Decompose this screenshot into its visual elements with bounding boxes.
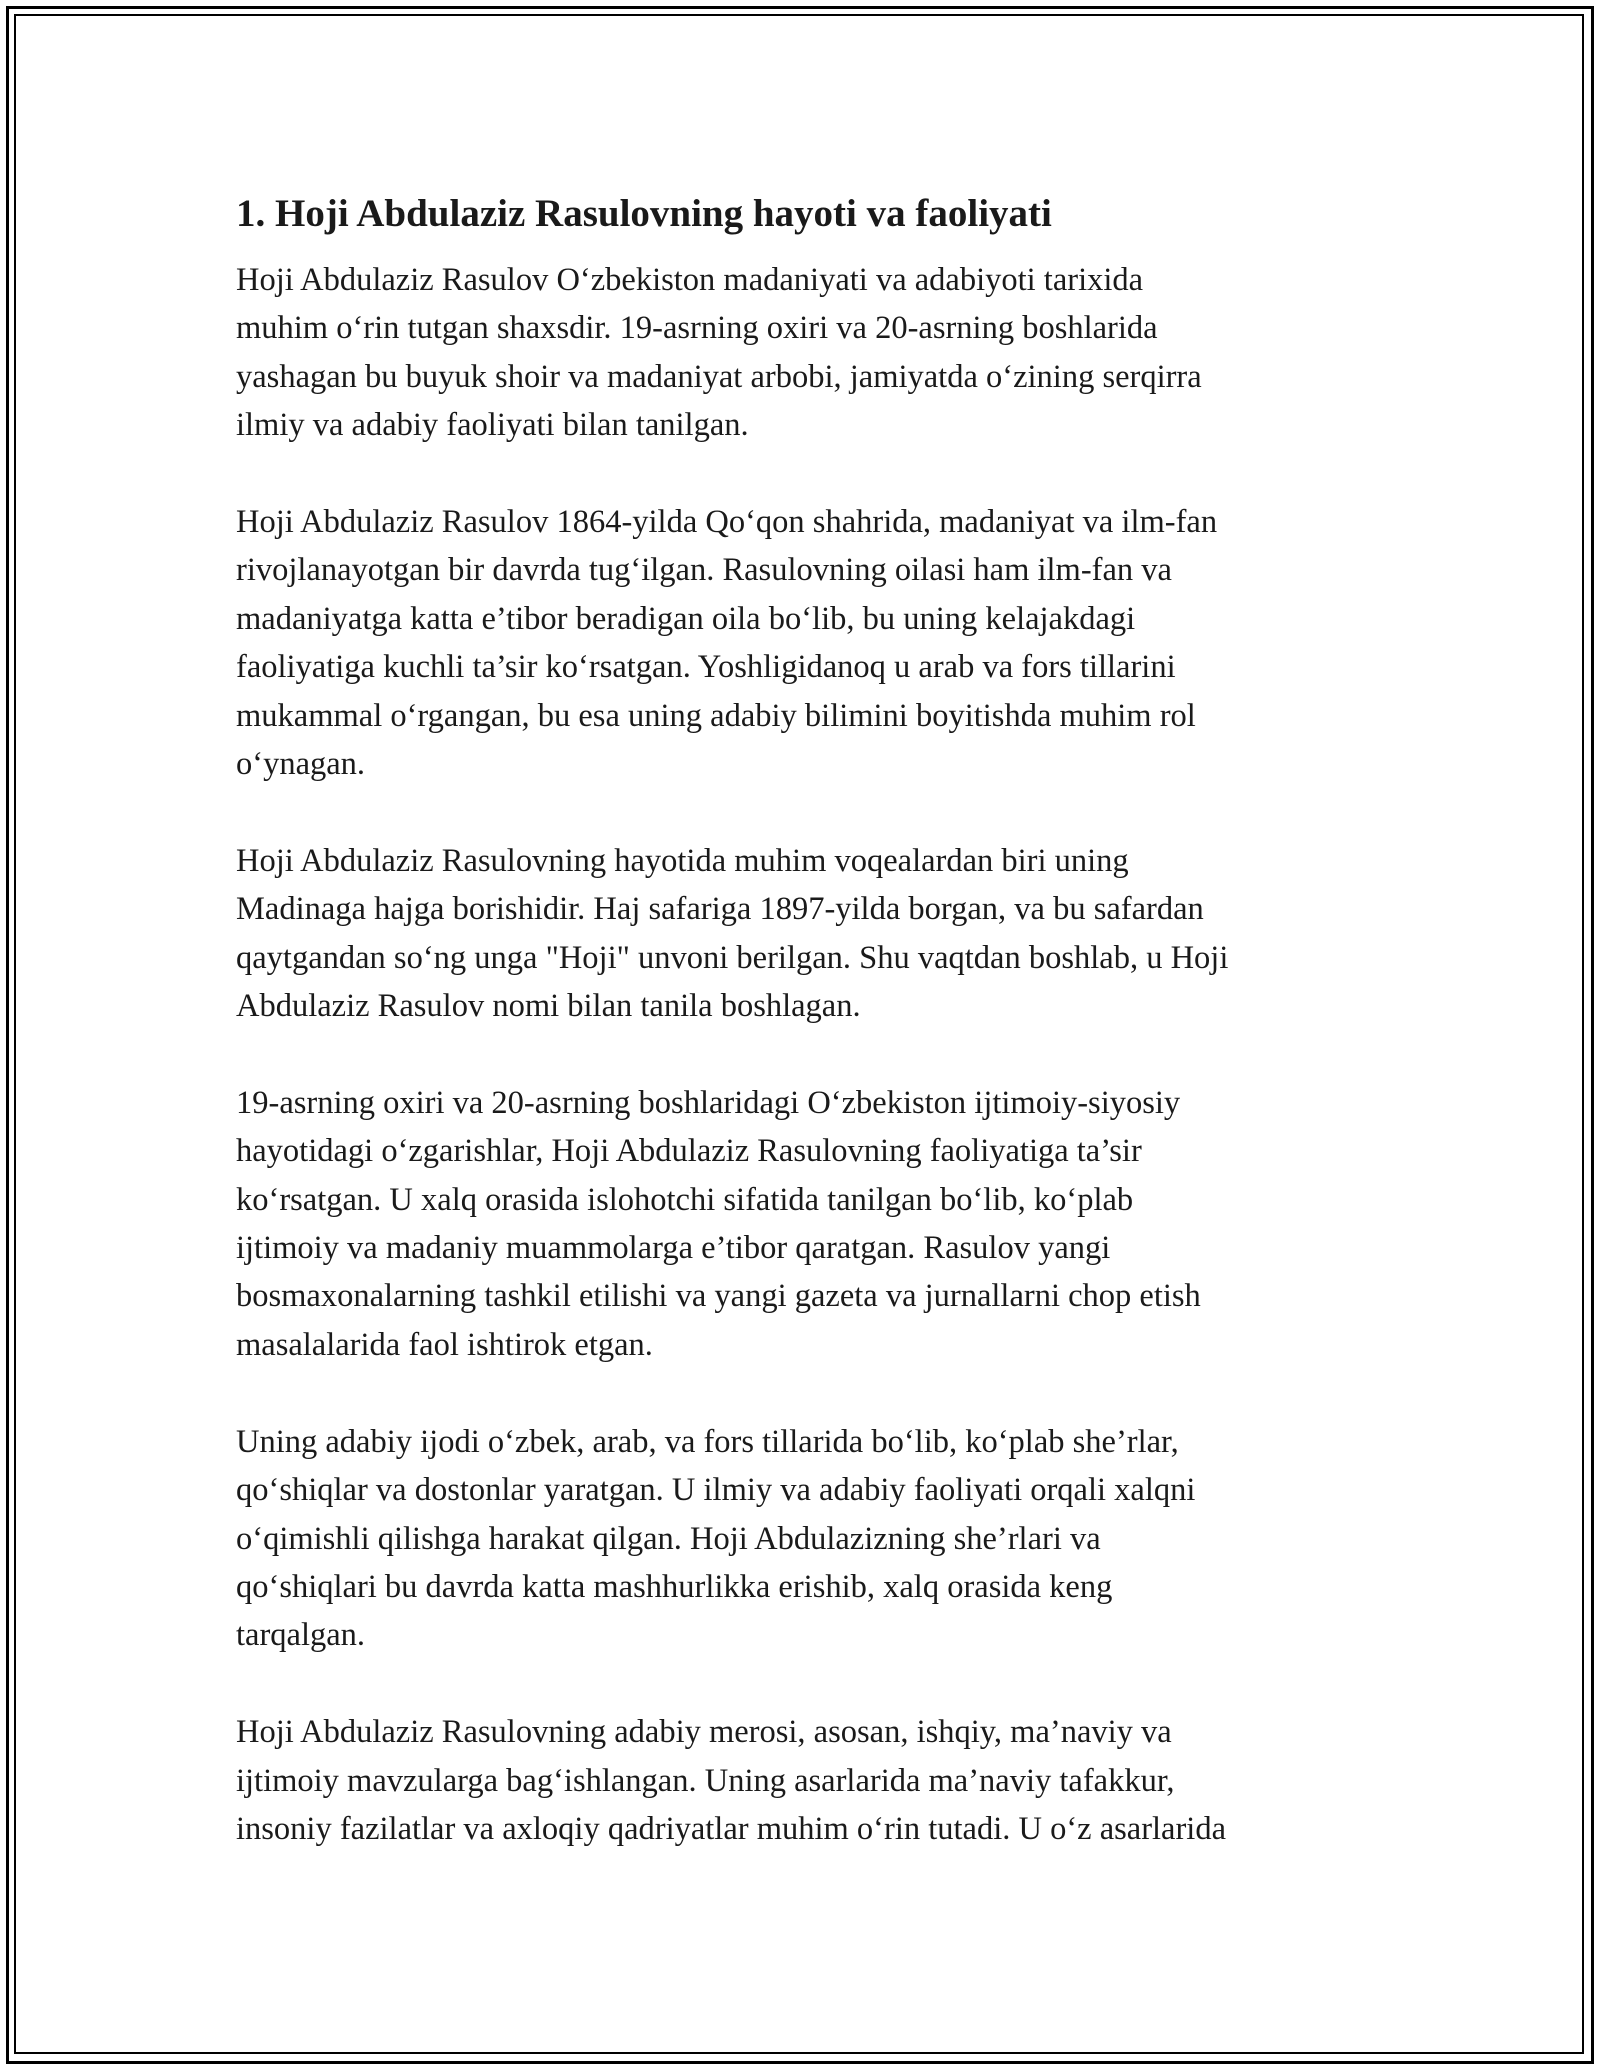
text-line: masalalarida faol ishtirok etgan. (236, 1326, 653, 1363)
text-line: Hoji Abdulaziz Rasulov 1864-yilda Qo‘qon shahrida, madaniyat va ilm-fan (236, 504, 1218, 541)
text-line: insoniy fazilatlar va axloqiy qadriyatlar muhim o‘rin tutadi. U o‘z asarlarida (236, 1810, 1227, 1847)
text-line: tarqalgan. (236, 1617, 366, 1654)
paragraph-2 (236, 498, 1366, 788)
text-line: qaytgandan so‘ng unga "Hoji" unvoni berilgan. Shu vaqtdan boshlab, u Hoji (236, 939, 1229, 976)
text-line: muhim o‘rin tutgan shaxsdir. 19-asrning oxiri va 20-asrning boshlarida (236, 310, 1158, 347)
paragraph-4 (236, 1079, 1366, 1369)
text-line: ijtimoiy va madaniy muammolarga e’tibor qaratgan. Rasulov yangi (236, 1230, 1111, 1267)
text-line: Hoji Abdulaziz Rasulov O‘zbekiston madaniyati va adabiyoti tarixida (236, 262, 1144, 298)
text-line: Uning adabiy ijodi o‘zbek, arab, va fors tillarida bo‘lib, ko‘plab she’rlar, (236, 1423, 1179, 1460)
text-line: rivojlanayotgan bir davrda tug‘ilgan. Rasulovning oilasi ham ilm-fan va (236, 552, 1172, 589)
text-line: qo‘shiqlar va dostonlar yaratgan. U ilmiy va adabiy faoliyati orqali xalqni (236, 1472, 1196, 1509)
paragraph-6 (236, 1708, 1366, 1853)
text-line: Hoji Abdulaziz Rasulovning adabiy merosi, asosan, ishqiy, ma’naviy va (236, 1714, 1172, 1751)
text-line: ilmiy va adabiy faoliyati bilan tanilgan. (236, 407, 749, 444)
text-line: o‘ynagan. (236, 746, 366, 783)
document-body (236, 186, 1366, 1902)
paragraph-3 (236, 837, 1366, 1031)
paragraph-5 (236, 1418, 1366, 1660)
text-line: Abdulaziz Rasulov nomi bilan tanila boshlagan. (236, 988, 861, 1025)
text-line: bosmaxonalarning tashkil etilishi va yangi gazeta va jurnallarni chop etish (236, 1278, 1201, 1315)
text-line: o‘qimishli qilishga harakat qilgan. Hoji Abdulazizning she’rlari va (236, 1520, 1101, 1557)
text-line: madaniyatga katta e’tibor beradigan oila bo‘lib, bu uning kelajakdagi (236, 600, 1136, 637)
text-line: Hoji Abdulaziz Rasulovning hayotida muhim voqealardan biri uning (236, 842, 1129, 879)
section-heading: 1. Hoji Abdulaziz Rasulovning hayoti va faoliyati (236, 192, 1052, 235)
text-line: mukammal o‘rgangan, bu esa uning adabiy bilimini boyitishda muhim rol (236, 697, 1196, 734)
text-line: 19-asrning oxiri va 20-asrning boshlaridagi O‘zbekiston ijtimoiy-siyosiy (236, 1084, 1181, 1121)
text-line: faoliyatiga kuchli ta’sir ko‘rsatgan. Yoshligidanoq u arab va fors tillarini (236, 649, 1176, 686)
text-line: ijtimoiy mavzularga bag‘ishlangan. Uning asarlarida ma’naviy tafakkur, (236, 1762, 1175, 1799)
paragraph-1 (236, 256, 1366, 450)
text-line: hayotidagi o‘zgarishlar, Hoji Abdulaziz Rasulovning faoliyatiga ta’sir (236, 1133, 1142, 1170)
text-line: qo‘shiqlari bu davrda katta mashhurlikka erishib, xalq orasida keng (236, 1568, 1113, 1605)
text-line: yashagan bu buyuk shoir va madaniyat arbobi, jamiyatda o‘zining serqirra (236, 358, 1202, 395)
text-line: Madinaga hajga borishidir. Haj safariga 1897-yilda borgan, va bu safardan (236, 891, 1204, 928)
text-line: ko‘rsatgan. U xalq orasida islohotchi sifatida tanilgan bo‘lib, ko‘plab (236, 1181, 1134, 1218)
